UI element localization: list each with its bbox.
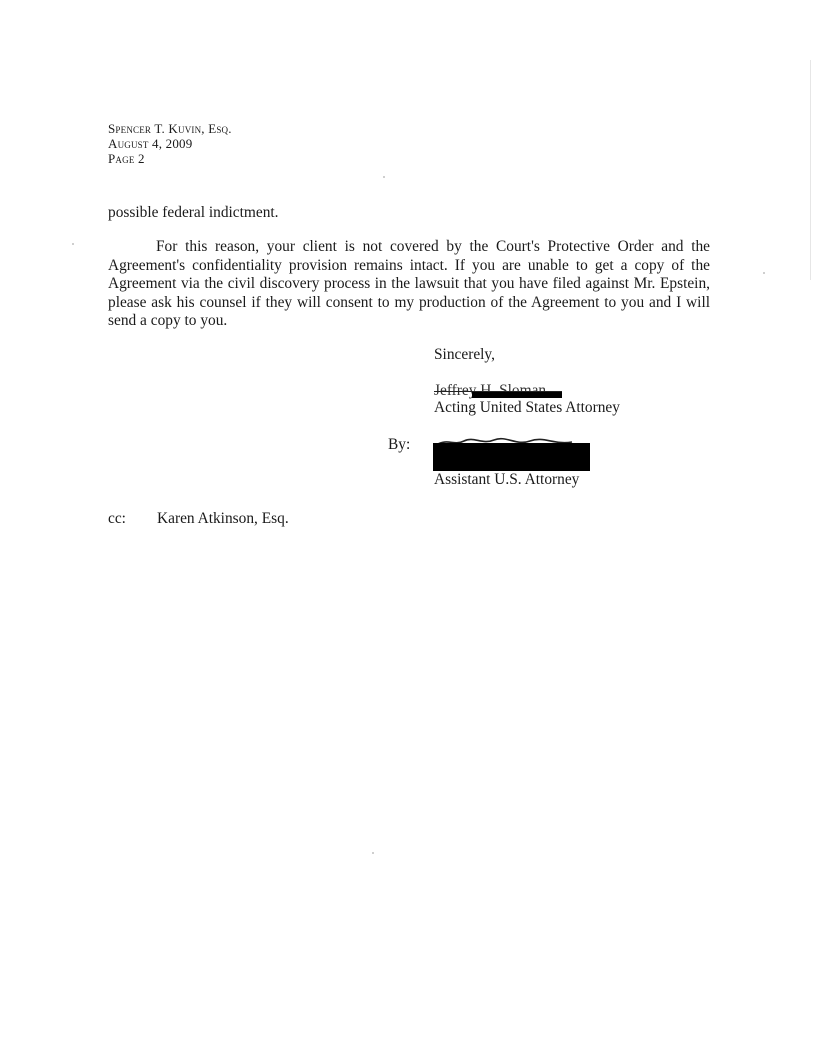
scan-speck (383, 176, 385, 178)
scan-speck (72, 243, 74, 245)
page-number-header: Page 2 (108, 151, 145, 166)
cc-name: Karen Atkinson, Esq. (157, 510, 289, 527)
date-header: August 4, 2009 (108, 136, 193, 151)
scan-speck (372, 852, 374, 854)
closing-text: Sincerely, (434, 346, 495, 363)
recipient-header: Spencer T. Kuvin, Esq. (108, 121, 232, 136)
cc-label: cc: (108, 510, 126, 527)
scan-edge-line (810, 60, 811, 280)
redaction-bar-name (472, 392, 562, 398)
redaction-bar-signature (433, 443, 590, 471)
assistant-title: Assistant U.S. Attorney (434, 471, 580, 488)
signer-title: Acting United States Attorney (434, 399, 620, 416)
continuation-text: possible federal indictment. (108, 204, 279, 221)
body-paragraph: For this reason, your client is not covered by the Court's Protective Order and the Agreement's confidentiality provision remains intact. If you are unable to get a copy of the Agreement via the civil discovery process in the lawsuit that you have filed against Mr. Epstein, please ask his counsel if they will consent to my production of the Agreement to you and I will send a copy to you. (108, 238, 710, 329)
by-label: By: (388, 436, 411, 453)
scan-speck (763, 272, 765, 274)
